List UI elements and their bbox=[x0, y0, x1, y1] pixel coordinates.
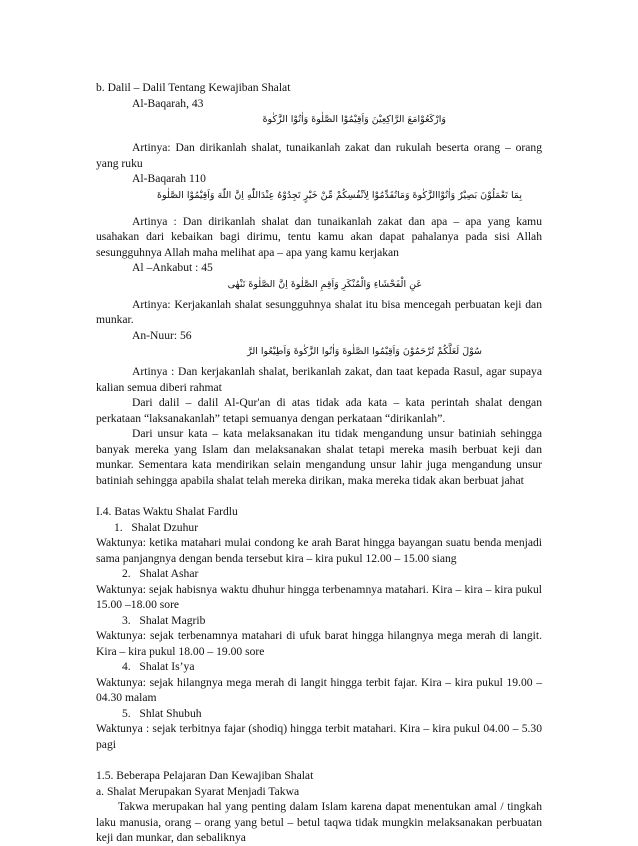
arabic-verse: عَنِ الْفَحْشَاءِ وَالْمُنْكَرِ وَاَقِمِ الصَّلٰوةَ اِنَّ الصَّلٰوةَ تَنْهٰى bbox=[227, 278, 422, 290]
body-paragraph: Takwa merupakan hal yang penting dalam Islam karena dapat menentukan amal / tingkah laku manusia, orang – orang yang betul – betul taqwa tidak mungkin melaksanakan perbuatan keji dan munkar, dan sebaliknya bbox=[96, 800, 542, 844]
prayer-name: Shalat Is’ya bbox=[139, 660, 195, 673]
prayer-time-description: Waktunya : sejak terbitnya fajar (shodiq) hingga terbit matahari. Kira – kira pukul 04.00 – 5.30 pagi bbox=[96, 722, 542, 751]
prayer-name: Shalat Ashar bbox=[139, 567, 199, 580]
list-number: 4. bbox=[122, 660, 131, 673]
verse-reference: Al –Ankabut : 45 bbox=[132, 261, 213, 274]
arabic-verse: سُوْلَ لَعَلَّكُمْ تُرْحَمُوْنَ وَاَقِيْمُوا الصَّلٰوةَ وَاٰتُوا الزَّكٰوةَ وَاَطِيْعُوا الرَّ bbox=[247, 346, 482, 357]
verse-reference: Al-Baqarah 110 bbox=[132, 172, 206, 185]
prayer-time-description: Waktunya: ketika matahari mulai condong ke arah Barat hingga bayangan suatu benda menjadi sama panjangnya dengan benda tersebut kira – kira pukul 12.00 – 15.00 siang bbox=[96, 536, 542, 565]
list-item-title bbox=[96, 659, 542, 675]
arabic-verse: وَارْكَعُوْامَعَ الرَّاكِعِيْنَ وَاَقِيْمُوْا الصَّلٰوةَ وَاٰتُوْا الزَّكٰوةَ bbox=[262, 114, 446, 125]
subsection-heading: a. Shalat Merupakan Syarat Menjadi Takwa bbox=[96, 784, 300, 798]
verse-translation: Artinya : Dan dirikanlah shalat dan tunaikanlah zakat dan apa – apa yang kamu usahakan dari kebaikan bagi dirimu, tentu kamu akan dapat pahalanya pada sisi Allah sesungguhnya Allah maha melihat apa – apa yang kamu kerjakan bbox=[96, 214, 542, 259]
prayer-name: Shalat Magrib bbox=[139, 613, 206, 627]
verse-translation: Artinya: Kerjakanlah shalat sesungguhnya shalat itu bisa mencegah perbuatan keji dan munkar. bbox=[96, 297, 542, 326]
body-paragraph: Dari unsur kata – kata melaksanakan itu tidak mengandung unsur batiniah sehingga banyak mereka yang Islam dan melaksanakan shalat tetapi mereka masih berbuat keji dan munkar. Sementara kata mendirikan selain mengandung unsur lahir juga mengandung unsur batiniah sehingga apabila shalat telah mereka dirikan, maka mereka tidak akan berbuat jahat bbox=[96, 427, 542, 487]
list-item-title bbox=[96, 520, 542, 536]
prayer-time-description: Waktunya: sejak hilangnya mega merah di langit hingga terbit fajar. Kira – kira pukul 19.00 – 04.30 malam bbox=[96, 675, 542, 704]
section-heading-batas-waktu: I.4. Batas Waktu Shalat Fardlu bbox=[96, 505, 238, 518]
list-number: 3. bbox=[122, 613, 131, 627]
list-number: 1. bbox=[114, 520, 123, 534]
prayer-name: Shalat Dzuhur bbox=[131, 520, 199, 534]
list-item-title bbox=[96, 613, 542, 629]
verse-translation: Artinya : Dan kerjakanlah shalat, berikanlah zakat, dan taat kepada Rasul, agar supaya kalian semua diberi rahmat bbox=[96, 365, 542, 394]
prayer-time-description: Waktunya: sejak terbenamnya matahari di ufuk barat hingga hilangnya mega merah di langit. Kira – kira pukul 18.00 – 19.00 sore bbox=[96, 629, 542, 658]
arabic-verse: بِمَا تَعْمَلُوْنَ بَصِيْرٌ وَاٰتُوْاالزَّكٰوةَ وَمَاتُقَدِّمُوْا لِاَنْفُسِكُمْ مِّنْ خَيْرٍ تَجِدُوْهُ عِنْدَاللّٰهِ اِنَّ اللّٰهَ وَاَقِيْمُوْا الصَّلٰوةَ bbox=[157, 189, 522, 201]
prayer-name: Shlat Shubuh bbox=[139, 706, 202, 720]
section-heading-pelajaran: 1.5. Beberapa Pelajaran Dan Kewajiban Shalat bbox=[96, 769, 314, 782]
verse-reference: Al-Baqarah, 43 bbox=[132, 96, 204, 110]
list-number: 2. bbox=[122, 567, 131, 580]
list-number: 5. bbox=[122, 706, 131, 720]
document-page bbox=[96, 80, 542, 846]
verse-translation: Artinya: Dan dirikanlah shalat, tunaikanlah zakat dan rukulah beserta orang – orang yang ruku bbox=[96, 141, 542, 170]
section-heading-dalil: b. Dalil – Dalil Tentang Kewajiban Shalat bbox=[96, 81, 291, 94]
list-item-title bbox=[96, 706, 542, 722]
body-paragraph: Dari dalil – dalil Al-Qur'an di atas tidak ada kata – kata perintah shalat dengan perkataan “laksanakanlah” tetapi semuanya dengan perkataan “dirikanlah”. bbox=[96, 396, 542, 425]
verse-reference: An-Nuur: 56 bbox=[132, 328, 192, 342]
list-item-title bbox=[96, 566, 542, 582]
prayer-time-description: Waktunya: sejak habisnya waktu dhuhur hingga terbenamnya matahari. Kira – kira – kira pukul 15.00 –18.00 sore bbox=[96, 582, 542, 611]
